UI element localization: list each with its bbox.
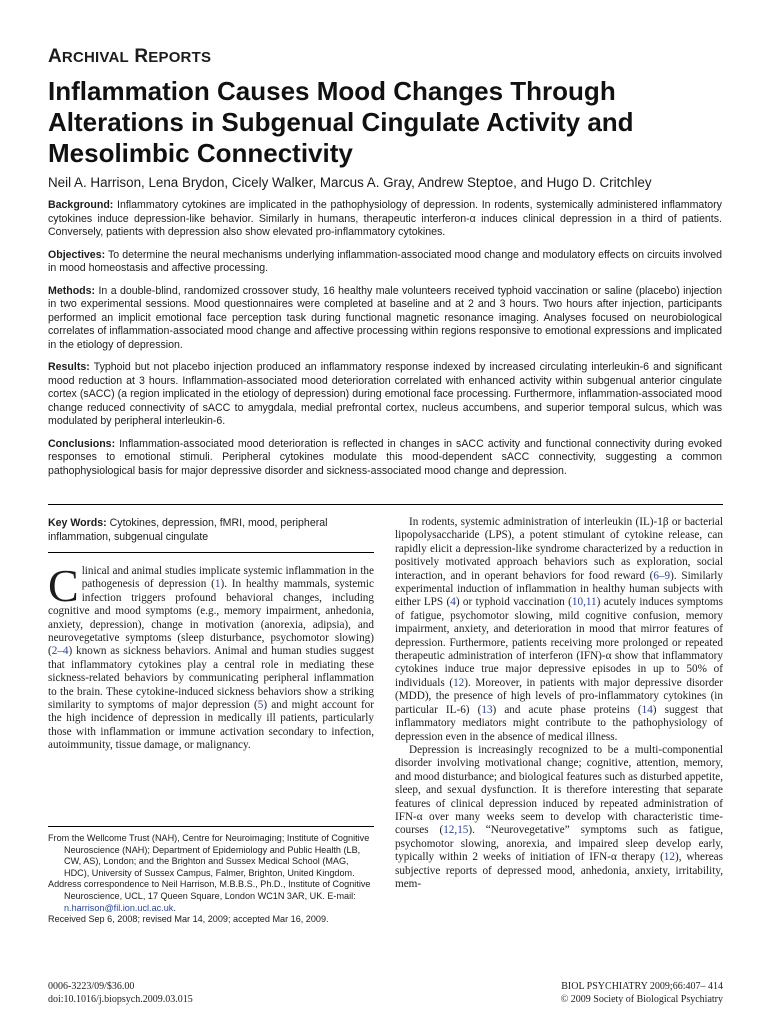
author-list: Neil A. Harrison, Lena Brydon, Cicely Walker, Marcus A. Gray, Andrew Steptoe, and Hugo D. Critchley [48, 175, 652, 190]
article-title: Inflammation Causes Mood Changes Through Alterations in Subgenual Cingulate Activity and Mesolimbic Connectivity [48, 76, 634, 168]
citation-link[interactable]: 5 [257, 699, 264, 712]
footnotes [48, 826, 374, 926]
body-paragraphs [395, 516, 723, 891]
section-label-initial: A [48, 46, 62, 67]
body-text-run: linical and animal studies implicate systemic inflammation in the pathogenesis of depression ( [81, 565, 374, 591]
citation-link[interactable]: 1 [214, 578, 221, 591]
body-text-run: ) known as sickness behaviors. Animal and human studies suggest that inflammatory cytokines play a central role in mediating these sickness-related behaviors by communicating peripheral inflammation to the brain. These cytokine-induced sickness behaviors show a striking similarity to symptoms of major depression ( [48, 645, 374, 712]
received-note: Received Sep 6, 2008; revised Mar 14, 2009; accepted Mar 16, 2009. [48, 914, 329, 925]
issn: 0006-3223/09/$36.00 [48, 981, 135, 992]
citation-link[interactable]: 4 [450, 596, 456, 609]
citation-link[interactable]: 2–4 [51, 645, 69, 658]
abstract-label: Background: [48, 199, 114, 211]
keywords-text: Cytokines, depression, fMRI, mood, peripheral inflammation, subgenual cingulate [48, 517, 328, 543]
keywords-divider [48, 552, 374, 553]
email-end: . [173, 902, 176, 913]
abstract-text: Inflammatory cytokines are implicated in the pathophysiology of depression. In rodents, systemically administered inflammatory cytokines induce depression-like behavior. Similarly in humans, therapeutic interferon-α induces clinical depression in a third of patients. Conversely, patients with depression also show elevated pro-inflammatory cytokines. [48, 199, 722, 238]
section-label-initial: R [134, 46, 149, 67]
abstract-conclusions [48, 438, 722, 479]
body-paragraph [395, 516, 723, 744]
left-column [48, 516, 374, 753]
section-label-text [48, 46, 211, 67]
citation-link[interactable]: 12 [663, 851, 675, 864]
abstract-label: Results: [48, 361, 90, 373]
abstract-text: To determine the neural mechanisms underlying inflammation-associated mood change and modulatory effects on circuits involved in mood homeostasis and affective processing. [48, 248, 722, 274]
right-column [395, 516, 723, 891]
body-text-run: ) and might account for the high incidence of depression in medically ill patients, particularly those with inflammation or immune activation secondary to infection, autoimmunity, tissue damage, or malignancy. [48, 699, 374, 752]
correspondence-text: Address correspondence to Neil Harrison, M.B.B.S., Ph.D., Institute of Cognitive Neuroscience, UCL, 17 Queen Square, London WC1N 3AR, UK. E-mail: [48, 879, 371, 901]
citation-link[interactable]: 14 [641, 703, 653, 716]
body-text-run: ). “Neurovegetative” symptoms such as fatigue, psychomotor slowing, anorexia, and impaired sleep develop early, typically within 2 weeks of initiation of IFN-α therapy ( [395, 824, 723, 864]
body-text-run: ). In healthy mammals, systemic infection triggers profound behavioral changes, including cognitive and mood symptoms (e.g., memory impairment, anhedonia, anxiety, depression), change in motivation (anorexia, adipsia), and neurovegetative symptoms (sleep disturbance, psychomotor slowing) ( [48, 578, 375, 658]
body-text-run: ). Similarly experimental induction of inflammation in healthy human subjects with either LPS ( [395, 569, 723, 609]
body-text-run: In rodents, systemic administration of interleukin (IL)-1β or bacterial lipopolysaccharide (LPS), a potent stimulant of cytokine release, can rapidly elicit a depression-like syndrome characterized by a reduction in positively motivated approach behaviors such as exploration, social interaction, and in operant behaviors for food reward ( [395, 516, 723, 582]
citation-link[interactable]: 12,15 [443, 824, 469, 837]
body-text-run: ) suggest that inflammatory mediators might contribute to the pathophysiology of depression even in the absence of medical illness. [395, 703, 723, 743]
footer-right [480, 980, 723, 1006]
abstract-text: Typhoid but not placebo injection produced an inflammatory response indexed by increased circulating interleukin-6 and significant mood reduction at 3 hours. Inflammation-associated mood deterioration correlated with enhanced activity within subgenual anterior cingulate cortex (sACC) (a region implicated in the etiology of depression) during emotional face processing. Furthermore, inflammation-associated mood change reduced connectivity of sACC to amygdala, medial prefrontal cortex, nucleus accumbens, and superior temporal sulcus, which was modulated by peripheral interleukin-6. [48, 361, 722, 427]
keywords [48, 516, 374, 544]
intro-paragraph [48, 560, 375, 753]
intro-text [48, 560, 375, 752]
abstract-divider [48, 504, 723, 505]
abstract-methods [48, 285, 722, 353]
citation-link[interactable]: 13 [481, 703, 493, 716]
doi: doi:10.1016/j.biopsych.2009.03.015 [48, 994, 193, 1005]
section-label [48, 46, 211, 68]
abstract-text: In a double-blind, randomized crossover study, 16 healthy male volunteers received typhoid vaccination or saline (placebo) injection in two experimental sessions. Mood questionnaires were completed at baseline and at 2 and 3 hours. Two hours after injection, participants performed an implicit emotional face perception task during functional magnetic resonance imaging. Analyses focused on neurobiological correlates of inflammation-associated mood change and affective processing within regions responsive to emotional expressions and implicated in the etiology of depression. [48, 284, 722, 351]
abstract-label: Objectives: [48, 248, 106, 261]
abstract-label: Conclusions: [48, 437, 116, 450]
body-paragraph [395, 744, 723, 891]
drop-cap: C [48, 560, 79, 611]
footer-left [48, 980, 193, 1006]
abstract-background [48, 199, 722, 240]
email-link[interactable]: n.harrison@fil.ion.ucl.ac.uk [64, 902, 174, 913]
body-text-run: ), whereas subjective reports of depressed mood, anhedonia, anxiety, irritability, mem- [395, 851, 723, 890]
copyright: © 2009 Society of Biological Psychiatry [560, 994, 723, 1005]
section-label-rest: RCHIVAL [61, 49, 129, 66]
abstract-results [48, 361, 722, 429]
body-text-run: ) or typhoid vaccination ( [455, 596, 572, 609]
correspondence-note [48, 879, 374, 914]
body-text-run: ). Moreover, in patients with major depressive disorder (MDD), the presence of high levels of pro-inflammatory cytokines (in particular IL-6) ( [395, 676, 723, 716]
footnote-divider [48, 826, 374, 827]
abstract-text: Inflammation-associated mood deterioration is reflected in changes in sACC activity and functional connectivity during evoked responses to emotional stimuli. Peripheral cytokines modulate this mood-dependent sACC connectivity, suggesting a common pathophysiological basis for major depressive disorder and sickness-associated mood change and depression. [48, 437, 722, 477]
abstract [48, 199, 722, 487]
citation-link[interactable]: 10,11 [571, 596, 597, 609]
body-text-run: Depression is increasingly recognized to be a multi-componential disorder involving motivational change; cognitive, attention, memory, and mood disturbance; and biological features such as disturbed appetite, sleep, and sexual dysfunction. It is therefore interesting that separate features of clinical depression induced by repeated administration of IFN-α over many weeks seem to develop with characteristic time-courses ( [395, 743, 723, 837]
journal-citation: BIOL PSYCHIATRY 2009;66:407– 414 [561, 981, 723, 992]
affiliation-note: From the Wellcome Trust (NAH), Centre for Neuroimaging; Institute of Cognitive Neuroscience (NAH); Department of Epidemiology and Public Health (LB, CW, AS), London; and the Brighton and Sussex Medical School (MAG, HDC), University of Sussex Campus, Falmer, Brighton, United Kingdom. [48, 833, 370, 878]
abstract-objectives [48, 249, 722, 276]
body-text-run: ) acutely induces symptoms of fatigue, psychomotor slowing, mild cognitive confusion, memory impairment, anxiety, and deterioration in mood that mirror features of depression. Furthermore, patients receiving more prolonged or repeated therapeutic administration of interferon (IFN)-α show that inflammatory cytokines induce true major depressive episodes in up to 50% of individuals ( [395, 596, 723, 689]
keywords-label: Key Words: [48, 517, 107, 529]
citation-link[interactable]: 12 [453, 676, 465, 689]
body-text-run: ) and acute phase proteins ( [492, 703, 642, 716]
section-label-rest: EPORTS [148, 49, 212, 66]
citation-link[interactable]: 6–9 [653, 569, 671, 582]
abstract-label: Methods: [48, 284, 96, 297]
